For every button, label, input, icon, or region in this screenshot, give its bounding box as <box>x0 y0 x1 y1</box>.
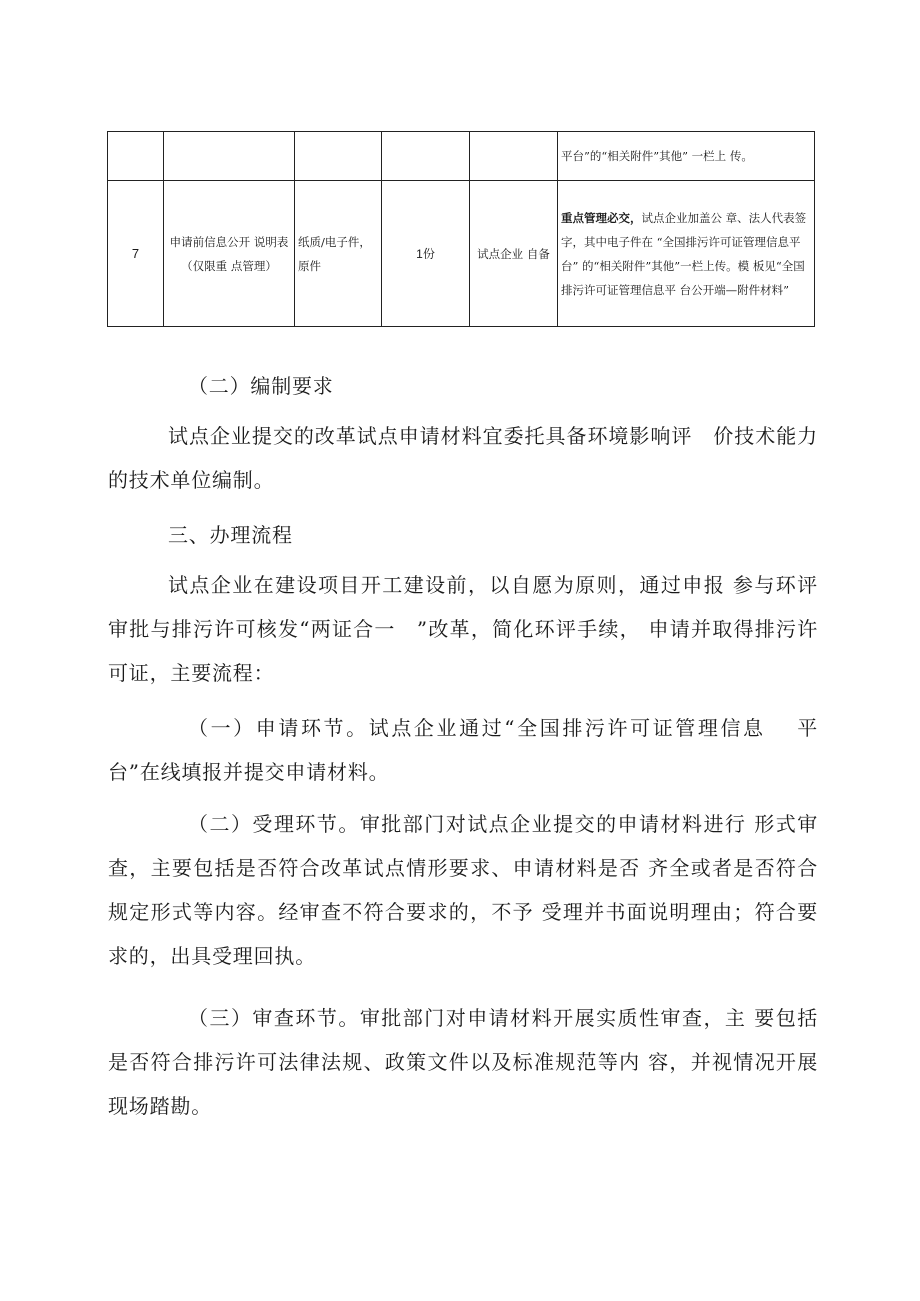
paragraph-review-step: （三）审查环节。审批部门对申请材料开展实质性审查，主 要包括是否符合排污许可法律法规、政策文件以及标准规范等内 容，并视情况开展现场踏勘。 <box>108 1006 818 1118</box>
paragraph-accept-step: （二）受理环节。审批部门对试点企业提交的申请材料进行 形式审查，主要包括是否符合改革试点情形要求、申请材料是否 齐全或者是否符合规定形式等内容。经审查不符合要求的，不予 受理并书面说明理由；符合要求的，出具受理回执。 <box>108 812 818 968</box>
cell-source: 试点企业 自备 <box>470 181 558 327</box>
section-heading-compile: （二）编制要求 <box>188 374 334 398</box>
cell-no: 7 <box>108 181 164 327</box>
note-bold: 重点管理必交， <box>561 210 642 225</box>
materials-table <box>107 131 815 327</box>
paragraph-process-intro: 试点企业在建设项目开工建设前，以自愿为原则，通过申报 参与环评审批与排污许可核发“两证合一 ”改革，简化环评手续， 申请并取得排污许可证，主要流程： <box>108 573 818 685</box>
paragraph-apply-step: （一）申请环节。试点企业通过“全国排污许可证管理信息 平台”在线填报并提交申请材料。 <box>108 716 819 784</box>
cell-type <box>295 132 382 181</box>
note-text: 平台”的“相关附件”其他” 一栏上 传。 <box>561 149 753 163</box>
cell-note <box>558 181 815 327</box>
cell-name: 申请前信息公开 说明表（仅限重 点管理） <box>164 181 295 327</box>
cell-name <box>164 132 295 181</box>
cell-type: 纸质/电子件，原件 <box>295 181 382 327</box>
cell-note <box>558 132 815 181</box>
cell-source <box>470 132 558 181</box>
cell-no <box>108 132 164 181</box>
table-row <box>108 132 815 181</box>
note-text: 试点企业加盖公 章、法人代表签字，其中电子件在 “全国排污许可证管理信息平台” 的“相关附件”其他”一栏上传。模 板见“全国排污许可证管理信息平 台公开端—附件材料” <box>561 210 807 297</box>
section-heading-process: 三、办理流程 <box>168 523 293 547</box>
table-row <box>108 181 815 327</box>
cell-qty <box>382 132 470 181</box>
paragraph-compile-requirement: 试点企业提交的改革试点申请材料宜委托具备环境影响评 价技术能力的技术单位编制。 <box>108 424 818 492</box>
cell-qty: 1份 <box>382 181 470 327</box>
